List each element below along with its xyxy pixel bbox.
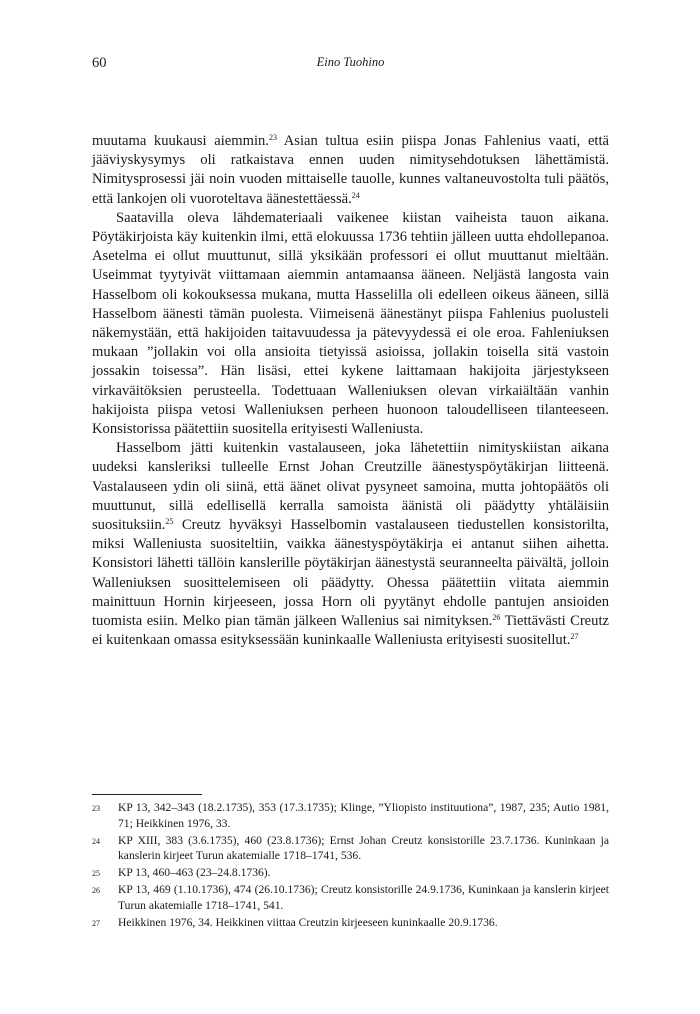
footnote-divider: [92, 794, 202, 795]
paragraph: [92, 132, 609, 209]
footnote-text: KP 13, 469 (1.10.1736), 474 (26.10.1736); Creutz konsistorille 24.9.1736, Kuninkaan ja kanslerin kirjeet Turun akatemialle 1718–1741, 541.: [118, 882, 609, 912]
page-header: [92, 55, 609, 75]
footnote-ref[interactable]: 25: [165, 517, 174, 527]
text-segment: Saatavilla oleva lähdemateriaali vaikenee kiistan vaiheista tauon aikana. Pöytäkirjoista käy kuitenkin ilmi, että elokuussa 1736 tehtiin jälleen uutta ehdollepanoa. Asetelma ei ollut muuttunut, sillä yksikään professori ei ollut muuttanut mieltään. Useimmat tyytyivät viittamaan aiemmin antamaansa ääneen. Neljästä langosta vain Hasselbom oli kokouksessa mukana, mutta Hasselilla oli edelleen oikeus ääneen, sillä Hasselbom äänesti tämän puolesta. Viimeisenä äänestänyt piispa Fahlenius puolusteli näkemystään, että hakijoiden taitavuudessa ja pätevyydessä ei ole eroa. Fahleniuksen mukaan ”jollakin voi olla ansioita tietyissä asioissa, jollakin toisella sitä vastoin jossakin toisessa”. Hän lisäsi, ettei kykene laittamaan hakijoita järjestykseen virkaväitöksien perusteella. Todettuaan Walleniuksen olevan virkaiältään vanhin hakijoista piispa vetosi Walleniuksen perheen huonoon taloudelliseen tilanteeseen. Konsistorissa päätettiin suositella erityisesti Walleniusta.: [92, 209, 609, 438]
footnote-ref[interactable]: 23: [268, 133, 277, 142]
footnote-ref[interactable]: 24: [351, 190, 360, 200]
text-segment: muutama kuukausi aiemmin.: [92, 133, 269, 149]
footnote-text: Heikkinen 1976, 34. Heikkinen viittaa Creutzin kirjeeseen kuninkaalle 20.9.1736.: [118, 915, 498, 929]
footnote: [92, 915, 609, 931]
text-segment: Asian tultua esiin piispa Jonas Fahlenius vaati, että jääviyskysymys oli ratkaistava ennen uuden nimitysehdotuksen lähettämistä. Nimitysprosessi jäi noin vuoden mittaiselle tauolle, kunnes valtaneuvostolta tuli päätös, että lankojen oli vuoroteltava äänestettäessä.: [92, 133, 610, 207]
text-segment: Tiettävästi Creutz ei kuitenkaan omassa esityksessään kuninkaalle Walleniusta erityisesti suositellut.: [92, 613, 609, 649]
footnote-ref[interactable]: 27: [570, 632, 579, 642]
footnote-number: 27: [92, 918, 100, 928]
footnote: [92, 833, 609, 865]
footnote-ref[interactable]: 26: [492, 613, 501, 623]
text-segment: Hasselbom jätti kuitenkin vastalauseen, joka lähetettiin nimityskiistan aikana uudeksi kansleriksi tulleelle Ernst Johan Creutzille äänestyspöytäkirjan liitteenä. Vastalauseen ydin oli siinä, että äänet olivat pysyneet samoina, mutta johtopäätös oli muuttunut, sillä edellisellä kerralla samoista äänistä oli päädytty yhtäläisiin suosituksiin.: [92, 440, 609, 534]
page-number: 60: [92, 55, 107, 71]
footnote-text: KP XIII, 383 (3.6.1735), 460 (23.8.1736); Ernst Johan Creutz konsistorille 23.7.1736. Kuninkaan ja kanslerin kirjeet Turun akatemialle 1718–1741, 536.: [118, 833, 609, 863]
footnote-text: KP 13, 460–463 (23–24.8.1736).: [118, 866, 271, 880]
footnote-number: 26: [92, 885, 100, 895]
footnote: [92, 865, 609, 881]
paragraph: [92, 209, 609, 439]
body-text: [92, 132, 609, 650]
footnote-number: 23: [92, 804, 100, 813]
footnote-number: 24: [92, 836, 100, 846]
footnotes: [92, 800, 609, 931]
footnote: [92, 800, 609, 832]
footnote-number: 25: [92, 869, 100, 879]
running-head: Eino Tuohino: [316, 55, 385, 69]
text-segment: Creutz hyväksyi Hasselbomin vastalauseen tiedustellen konsistorilta, miksi Walleniusta suositeltiin, vaikka äänestyspöytäkirja ei antanut siihen aihetta. Konsistori lähetti tällöin kanslerille pöytäkirjan äänestystä seuranneelta päivältä, jolloin Walleniuksen suosittelemiseen oli päädytty. Ohessa päätettiin viitata aiemmin mainittuun Hornin kirjeeseen, jossa Horn oli pyytänyt ehdolle pantujen ansioiden tuomista esiin. Melko pian tämän jälkeen Wallenius sai nimityksen.: [92, 517, 609, 630]
footnote: [92, 882, 609, 914]
footnote-text: KP 13, 342–343 (18.2.1735), 353 (17.3.1735); Klinge, ”Yliopisto instituutiona”, 1987, 235; Autio 1981, 71; Heikkinen 1976, 33.: [118, 801, 609, 830]
paragraph: [92, 439, 609, 650]
